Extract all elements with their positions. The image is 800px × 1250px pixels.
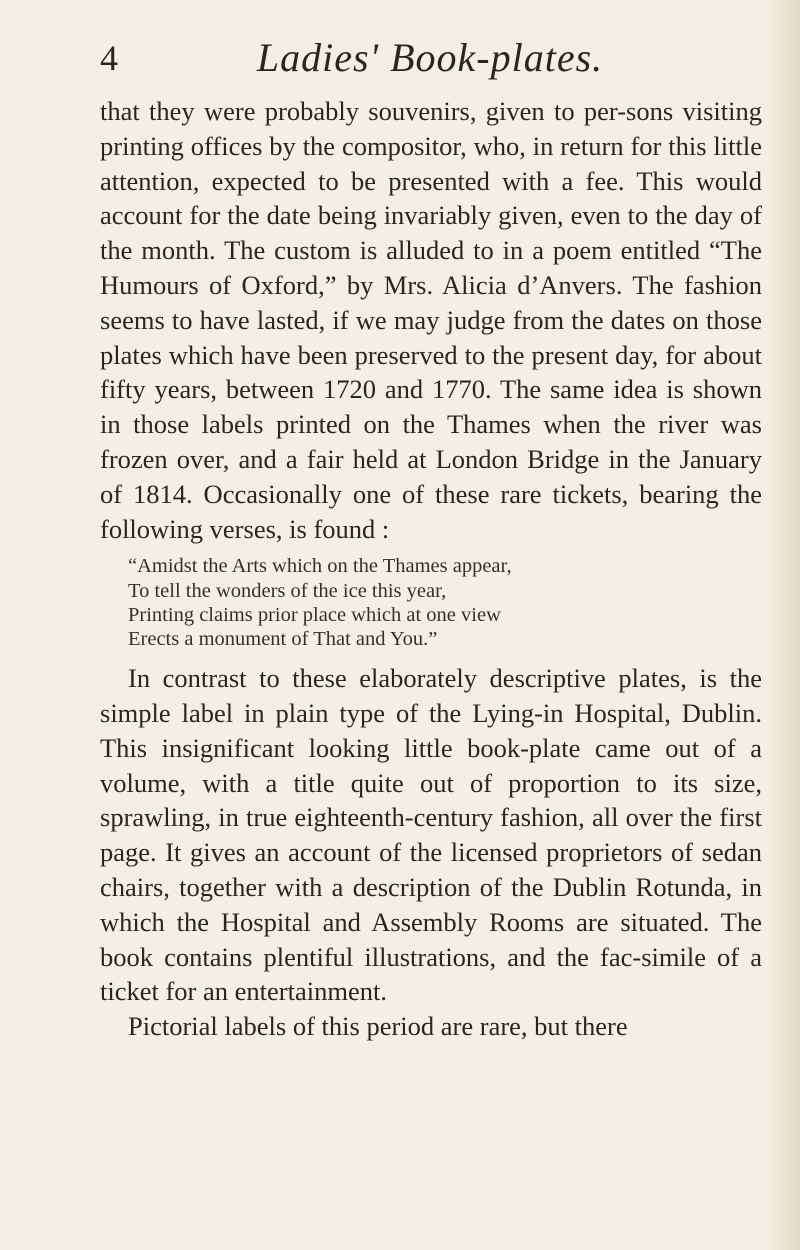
running-head bbox=[100, 32, 760, 82]
paragraph-3: Pictorial labels of this period are rare, but there bbox=[128, 1011, 628, 1042]
running-title: Ladies' Book-plates. bbox=[256, 35, 604, 80]
verse-line-4: Erects a monument of That and You.” bbox=[128, 627, 438, 650]
verse-line-3: Printing claims prior place which at one view bbox=[128, 603, 501, 626]
verse-quote bbox=[100, 554, 762, 651]
verse-line-2: To tell the wonders of the ice this year, bbox=[128, 579, 447, 602]
page-body bbox=[100, 94, 762, 1044]
paragraph-2: In contrast to these elaborately descriptive plates, is the simple label in plain type of the Lying-in Hospital, Dublin. This insignificant looking little book-plate came out of a volume, with a title quite out of proportion to its size, sprawling, in true eighteenth-century fashion, all over the first page. It gives an account of the licensed proprietors of sedan chairs, together with a description of the Dublin Rotunda, in which the Hospital and Assembly Rooms are situated. The book contains plentiful illustrations, and the fac-simile of a ticket for an entertainment. bbox=[100, 663, 762, 1007]
page-edge-shadow bbox=[766, 0, 800, 1250]
paragraph-1: that they were probably souvenirs, given to per-sons visiting printing offices by the compositor, who, in return for this little attention, expected to be presented with a fee. This would account for the date being invariably given, even to the day of the month. The custom is alluded to in a poem entitled “The Humours of Oxford,” by Mrs. Alicia d’Anvers. The fashion seems to have lasted, if we may judge from the dates on those plates which have been preserved to the present day, for about fifty years, between 1720 and 1770. The same idea is shown in those labels printed on the Thames when the river was frozen over, and a fair held at London Bridge in the January of 1814. Occasionally one of these rare tickets, bearing the following verses, is found : bbox=[100, 96, 762, 544]
page-number: 4 bbox=[100, 38, 118, 78]
verse-line-1: “Amidst the Arts which on the Thames appear, bbox=[128, 555, 512, 578]
